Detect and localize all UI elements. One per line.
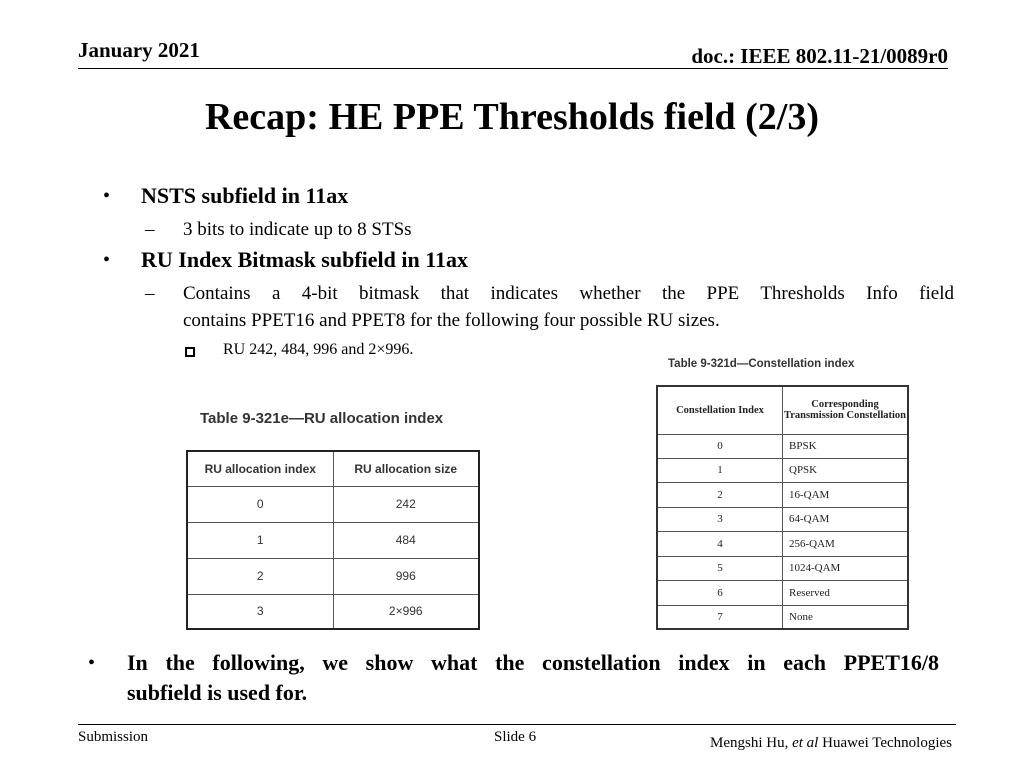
footer-author-org: Huawei Technologies bbox=[818, 735, 952, 751]
table-cell: 2 bbox=[657, 482, 783, 507]
dash-marker: – bbox=[145, 283, 155, 304]
header-divider bbox=[78, 68, 948, 69]
footer-submission: Submission bbox=[78, 729, 149, 745]
table-cell: 6 bbox=[657, 580, 783, 605]
table-row bbox=[657, 556, 908, 580]
footer-author-etal: et al bbox=[792, 735, 819, 751]
table-row bbox=[657, 482, 908, 507]
bullet-ru-bitmask: RU Index Bitmask subfield in 11ax bbox=[141, 247, 469, 272]
footer-author bbox=[710, 735, 952, 752]
table-cell: 1024-QAM bbox=[783, 556, 909, 580]
bullet-dot: • bbox=[103, 249, 111, 271]
table-cell: 0 bbox=[657, 434, 783, 458]
bullet-dot: • bbox=[103, 185, 111, 207]
table-cell: BPSK bbox=[783, 434, 909, 458]
table-cell: 996 bbox=[333, 558, 479, 594]
table-cell: 3 bbox=[187, 594, 333, 629]
table-row bbox=[187, 594, 479, 629]
footer-slide-number: Slide 6 bbox=[494, 729, 537, 745]
header-doc-id: doc.: IEEE 802.11-21/0089r0 bbox=[691, 44, 948, 68]
table-row bbox=[187, 522, 479, 558]
table-row bbox=[657, 507, 908, 531]
table-header-row bbox=[657, 386, 908, 434]
footer-author-name: Mengshi Hu, bbox=[710, 735, 793, 751]
table-cell: 484 bbox=[333, 522, 479, 558]
table-cell: 7 bbox=[657, 605, 783, 629]
ru-allocation-table bbox=[186, 450, 480, 630]
table-header-cell: RU allocation index bbox=[187, 451, 333, 486]
sub-ru-bitmask-line2: contains PPET16 and PPET8 for the following four possible RU sizes. bbox=[183, 310, 720, 331]
footer-divider bbox=[78, 724, 956, 725]
slide-title: Recap: HE PPE Thresholds field (2/3) bbox=[204, 96, 819, 138]
conclusion-line1: In the following, we show what the constellation index in each PPET16/8 bbox=[127, 650, 939, 675]
table-cell: 1 bbox=[187, 522, 333, 558]
table-row bbox=[187, 486, 479, 522]
ru-sizes-text: RU 242, 484, 996 and 2×996. bbox=[223, 341, 414, 358]
table-cell: QPSK bbox=[783, 458, 909, 482]
bullet-nsts: NSTS subfield in 11ax bbox=[141, 183, 349, 208]
table-cell: 256-QAM bbox=[783, 531, 909, 556]
table-row bbox=[657, 531, 908, 556]
conclusion-line2: subfield is used for. bbox=[127, 680, 308, 705]
table-header-row bbox=[187, 451, 479, 486]
header-date: January 2021 bbox=[78, 38, 200, 62]
dash-marker: – bbox=[145, 219, 155, 240]
table-row bbox=[187, 558, 479, 594]
sub-nsts: 3 bits to indicate up to 8 STSs bbox=[183, 219, 412, 240]
table-header-cell: RU allocation size bbox=[333, 451, 479, 486]
ci-table-title: Table 9-321d—Constellation index bbox=[668, 358, 855, 370]
table-cell: Reserved bbox=[783, 580, 909, 605]
table-row bbox=[657, 458, 908, 482]
table-row bbox=[657, 605, 908, 629]
table-cell: 4 bbox=[657, 531, 783, 556]
table-cell: 3 bbox=[657, 507, 783, 531]
table-cell: 2×996 bbox=[333, 594, 479, 629]
table-cell: 0 bbox=[187, 486, 333, 522]
constellation-index-table bbox=[656, 385, 909, 630]
table-cell: 5 bbox=[657, 556, 783, 580]
table-row bbox=[657, 434, 908, 458]
table-cell: None bbox=[783, 605, 909, 629]
table-cell: 64-QAM bbox=[783, 507, 909, 531]
sub-ru-bitmask-line1: Contains a 4-bit bitmask that indicates whether the PPE Thresholds Info field bbox=[183, 283, 954, 304]
table-header-cell: Corresponding Transmission Constellation bbox=[783, 386, 909, 434]
table-header-cell: Constellation Index bbox=[657, 386, 783, 434]
bullet-dot: • bbox=[88, 652, 96, 674]
table-cell: 16-QAM bbox=[783, 482, 909, 507]
table-cell: 1 bbox=[657, 458, 783, 482]
square-bullet-icon bbox=[185, 344, 195, 362]
table-cell: 2 bbox=[187, 558, 333, 594]
table-row bbox=[657, 580, 908, 605]
table-cell: 242 bbox=[333, 486, 479, 522]
ru-table-title: Table 9-321e—RU allocation index bbox=[200, 410, 444, 427]
